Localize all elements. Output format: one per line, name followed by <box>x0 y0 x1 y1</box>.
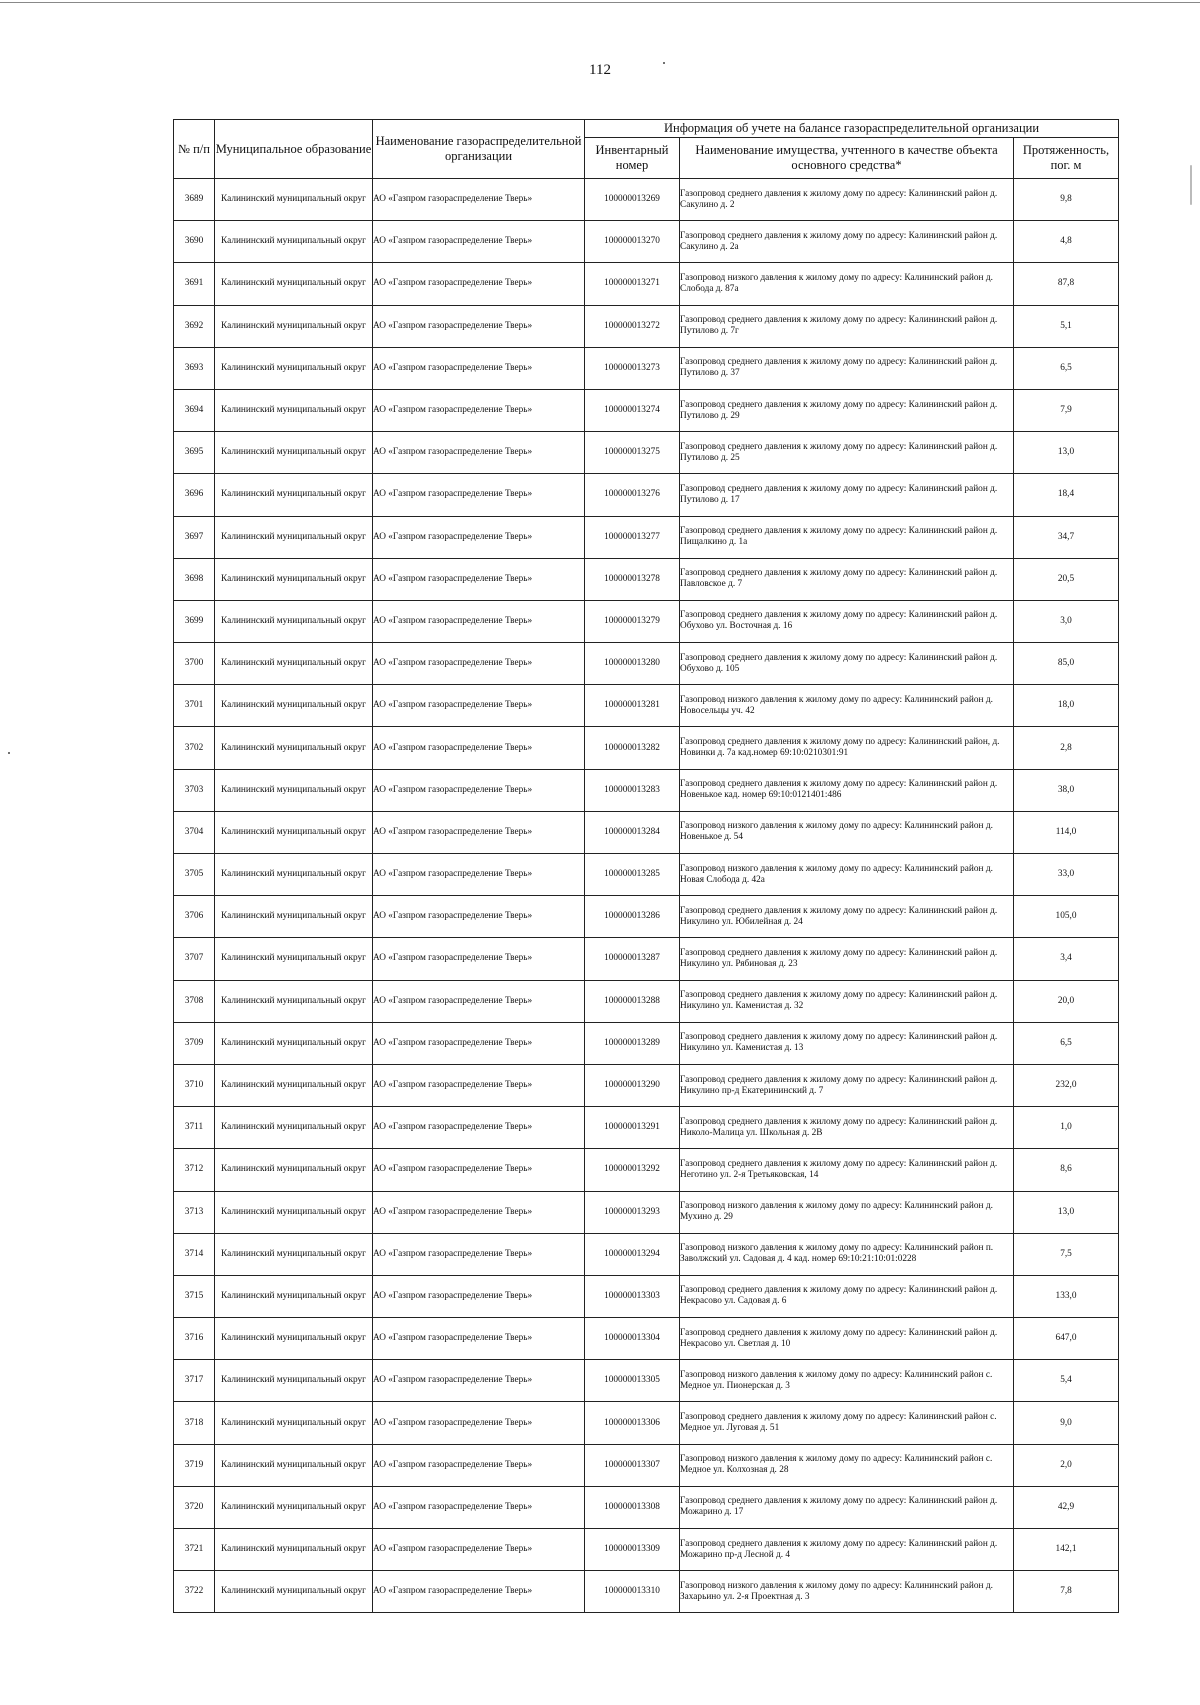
municipality-cell: Калининский муниципальный округ <box>215 980 373 1022</box>
scan-edge-line <box>0 2 1200 3</box>
scan-edge-mark <box>1190 165 1192 205</box>
property-name-cell: Газопровод среднего давления к жилому дому по адресу: Калининский район д. Никулино ул. Юбилейная д. 24 <box>680 896 1014 938</box>
row-number: 3706 <box>174 896 215 938</box>
municipality-cell: Калининский муниципальный округ <box>215 727 373 769</box>
organization-cell: АО «Газпром газораспределение Тверь» <box>373 558 585 600</box>
municipality-cell: Калининский муниципальный округ <box>215 474 373 516</box>
header-property-name: Наименование имущества, учтенного в качестве объекта основного средства* <box>680 138 1014 179</box>
row-number: 3696 <box>174 474 215 516</box>
table-row <box>174 558 1119 600</box>
length-cell: 7,9 <box>1014 389 1119 431</box>
table-row <box>174 221 1119 263</box>
inventory-number-cell: 100000013306 <box>585 1402 680 1444</box>
row-number: 3702 <box>174 727 215 769</box>
length-cell: 5,1 <box>1014 305 1119 347</box>
organization-cell: АО «Газпром газораспределение Тверь» <box>373 389 585 431</box>
organization-cell: АО «Газпром газораспределение Тверь» <box>373 221 585 263</box>
length-cell: 8,6 <box>1014 1149 1119 1191</box>
row-number: 3691 <box>174 263 215 305</box>
property-name-cell: Газопровод среднего давления к жилому дому по адресу: Калининский район д. Павловское д. 7 <box>680 558 1014 600</box>
row-number: 3707 <box>174 938 215 980</box>
property-name-cell: Газопровод среднего давления к жилому дому по адресу: Калининский район д. Сакулино д. 2 <box>680 179 1014 221</box>
property-name-cell: Газопровод среднего давления к жилому дому по адресу: Калининский район д. Никулино ул. Каменистая д. 32 <box>680 980 1014 1022</box>
municipality-cell: Калининский муниципальный округ <box>215 854 373 896</box>
length-cell: 13,0 <box>1014 1191 1119 1233</box>
property-name-cell: Газопровод низкого давления к жилому дому по адресу: Калининский район д. Захарьино ул. 2-я Проектная д. 3 <box>680 1571 1014 1613</box>
length-cell: 13,0 <box>1014 432 1119 474</box>
row-number: 3720 <box>174 1486 215 1528</box>
table-row <box>174 685 1119 727</box>
row-number: 3711 <box>174 1107 215 1149</box>
inventory-number-cell: 100000013280 <box>585 643 680 685</box>
inventory-number-cell: 100000013269 <box>585 179 680 221</box>
table-row <box>174 305 1119 347</box>
property-name-cell: Газопровод низкого давления к жилому дому по адресу: Калининский район д. Новосельцы уч. 42 <box>680 685 1014 727</box>
property-name-cell: Газопровод среднего давления к жилому дому по адресу: Калининский район д. Пищалкино д. 1а <box>680 516 1014 558</box>
organization-cell: АО «Газпром газораспределение Тверь» <box>373 1486 585 1528</box>
table-body <box>174 179 1119 1613</box>
inventory-number-cell: 100000013273 <box>585 347 680 389</box>
table-row <box>174 1149 1119 1191</box>
length-cell: 6,5 <box>1014 1022 1119 1064</box>
organization-cell: АО «Газпром газораспределение Тверь» <box>373 1360 585 1402</box>
property-name-cell: Газопровод среднего давления к жилому дому по адресу: Калининский район д. Можарино д. 17 <box>680 1486 1014 1528</box>
inventory-number-cell: 100000013279 <box>585 600 680 642</box>
organization-cell: АО «Газпром газораспределение Тверь» <box>373 474 585 516</box>
length-cell: 133,0 <box>1014 1275 1119 1317</box>
organization-cell: АО «Газпром газораспределение Тверь» <box>373 179 585 221</box>
inventory-number-cell: 100000013274 <box>585 389 680 431</box>
property-name-cell: Газопровод среднего давления к жилому дому по адресу: Калининский район д. Путилово д. 37 <box>680 347 1014 389</box>
property-name-cell: Газопровод среднего давления к жилому дому по адресу: Калининский район д. Неготино ул. 2-я Третьяковская, 14 <box>680 1149 1014 1191</box>
property-name-cell: Газопровод среднего давления к жилому дому по адресу: Калининский район д. Сакулино д. 2а <box>680 221 1014 263</box>
municipality-cell: Калининский муниципальный округ <box>215 938 373 980</box>
row-number: 3710 <box>174 1064 215 1106</box>
row-number: 3697 <box>174 516 215 558</box>
inventory-number-cell: 100000013303 <box>585 1275 680 1317</box>
table-row <box>174 1571 1119 1613</box>
length-cell: 3,0 <box>1014 600 1119 642</box>
length-cell: 34,7 <box>1014 516 1119 558</box>
property-name-cell: Газопровод среднего давления к жилому дому по адресу: Калининский район д. Николо-Малица ул. Школьная д. 2В <box>680 1107 1014 1149</box>
municipality-cell: Калининский муниципальный округ <box>215 1149 373 1191</box>
organization-cell: АО «Газпром газораспределение Тверь» <box>373 1022 585 1064</box>
row-number: 3693 <box>174 347 215 389</box>
table-row <box>174 938 1119 980</box>
length-cell: 38,0 <box>1014 769 1119 811</box>
inventory-number-cell: 100000013309 <box>585 1529 680 1571</box>
organization-cell: АО «Газпром газораспределение Тверь» <box>373 1233 585 1275</box>
page-number: 112 <box>589 62 611 78</box>
property-name-cell: Газопровод среднего давления к жилому дому по адресу: Калининский район д. Никулино пр-д Екатерининский д. 7 <box>680 1064 1014 1106</box>
length-cell: 9,8 <box>1014 179 1119 221</box>
table-row <box>174 1444 1119 1486</box>
table-row <box>174 1275 1119 1317</box>
property-name-cell: Газопровод низкого давления к жилому дому по адресу: Калининский район с. Медное ул. Пионерская д. 3 <box>680 1360 1014 1402</box>
length-cell: 87,8 <box>1014 263 1119 305</box>
inventory-number-cell: 100000013293 <box>585 1191 680 1233</box>
length-cell: 1,0 <box>1014 1107 1119 1149</box>
table-row <box>174 263 1119 305</box>
municipality-cell: Калининский муниципальный округ <box>215 1191 373 1233</box>
inventory-number-cell: 100000013307 <box>585 1444 680 1486</box>
property-name-cell: Газопровод среднего давления к жилому дому по адресу: Калининский район д. Путилово д. 7г <box>680 305 1014 347</box>
table-row <box>174 980 1119 1022</box>
table-row <box>174 516 1119 558</box>
inventory-number-cell: 100000013272 <box>585 305 680 347</box>
municipality-cell: Калининский муниципальный округ <box>215 263 373 305</box>
row-number: 3716 <box>174 1318 215 1360</box>
organization-cell: АО «Газпром газораспределение Тверь» <box>373 516 585 558</box>
inventory-number-cell: 100000013289 <box>585 1022 680 1064</box>
row-number: 3694 <box>174 389 215 431</box>
table-row <box>174 1529 1119 1571</box>
organization-cell: АО «Газпром газораспределение Тверь» <box>373 1318 585 1360</box>
property-name-cell: Газопровод низкого давления к жилому дому по адресу: Калининский район д. Мухино д. 29 <box>680 1191 1014 1233</box>
inventory-number-cell: 100000013278 <box>585 558 680 600</box>
organization-cell: АО «Газпром газораспределение Тверь» <box>373 1149 585 1191</box>
table-row <box>174 854 1119 896</box>
table-row <box>174 1022 1119 1064</box>
municipality-cell: Калининский муниципальный округ <box>215 1529 373 1571</box>
property-name-cell: Газопровод низкого давления к жилому дому по адресу: Калининский район д. Слобода д. 87а <box>680 263 1014 305</box>
municipality-cell: Калининский муниципальный округ <box>215 896 373 938</box>
header-accounting-group: Информация об учете на балансе газораспределительной организации <box>585 120 1119 138</box>
row-number: 3698 <box>174 558 215 600</box>
row-number: 3704 <box>174 811 215 853</box>
header-number: № п/п <box>174 120 215 179</box>
organization-cell: АО «Газпром газораспределение Тверь» <box>373 1402 585 1444</box>
property-name-cell: Газопровод среднего давления к жилому дому по адресу: Калининский район, д. Новинки д. 7а кад.номер 69:10:0210301:91 <box>680 727 1014 769</box>
property-name-cell: Газопровод низкого давления к жилому дому по адресу: Калининский район с. Медное ул. Колхозная д. 28 <box>680 1444 1014 1486</box>
municipality-cell: Калининский муниципальный округ <box>215 1107 373 1149</box>
organization-cell: АО «Газпром газораспределение Тверь» <box>373 685 585 727</box>
length-cell: 9,0 <box>1014 1402 1119 1444</box>
inventory-number-cell: 100000013310 <box>585 1571 680 1613</box>
inventory-number-cell: 100000013282 <box>585 727 680 769</box>
organization-cell: АО «Газпром газораспределение Тверь» <box>373 1529 585 1571</box>
row-number: 3700 <box>174 643 215 685</box>
length-cell: 232,0 <box>1014 1064 1119 1106</box>
table-row <box>174 179 1119 221</box>
municipality-cell: Калининский муниципальный округ <box>215 179 373 221</box>
inventory-number-cell: 100000013291 <box>585 1107 680 1149</box>
organization-cell: АО «Газпром газораспределение Тверь» <box>373 1107 585 1149</box>
length-cell: 7,5 <box>1014 1233 1119 1275</box>
length-cell: 105,0 <box>1014 896 1119 938</box>
row-number: 3699 <box>174 600 215 642</box>
organization-cell: АО «Газпром газораспределение Тверь» <box>373 854 585 896</box>
row-number: 3719 <box>174 1444 215 1486</box>
property-name-cell: Газопровод среднего давления к жилому дому по адресу: Калининский район д. Обухово д. 105 <box>680 643 1014 685</box>
municipality-cell: Калининский муниципальный округ <box>215 1444 373 1486</box>
inventory-number-cell: 100000013283 <box>585 769 680 811</box>
property-name-cell: Газопровод среднего давления к жилому дому по адресу: Калининский район д. Путилово д. 29 <box>680 389 1014 431</box>
row-number: 3717 <box>174 1360 215 1402</box>
length-cell: 142,1 <box>1014 1529 1119 1571</box>
property-name-cell: Газопровод среднего давления к жилому дому по адресу: Калининский район д. Некрасово ул. Светлая д. 10 <box>680 1318 1014 1360</box>
row-number: 3713 <box>174 1191 215 1233</box>
inventory-number-cell: 100000013275 <box>585 432 680 474</box>
property-name-cell: Газопровод среднего давления к жилому дому по адресу: Калининский район д. Можарино пр-д Лесной д. 4 <box>680 1529 1014 1571</box>
inventory-number-cell: 100000013281 <box>585 685 680 727</box>
municipality-cell: Калининский муниципальный округ <box>215 1318 373 1360</box>
organization-cell: АО «Газпром газораспределение Тверь» <box>373 600 585 642</box>
length-cell: 33,0 <box>1014 854 1119 896</box>
table-row <box>174 896 1119 938</box>
property-register-table <box>173 119 1119 1613</box>
property-name-cell: Газопровод среднего давления к жилому дому по адресу: Калининский район д. Никулино ул. Рябиновая д. 23 <box>680 938 1014 980</box>
municipality-cell: Калининский муниципальный округ <box>215 643 373 685</box>
property-name-cell: Газопровод среднего давления к жилому дому по адресу: Калининский район д. Путилово д. 25 <box>680 432 1014 474</box>
table-row <box>174 1318 1119 1360</box>
inventory-number-cell: 100000013290 <box>585 1064 680 1106</box>
row-number: 3715 <box>174 1275 215 1317</box>
inventory-number-cell: 100000013276 <box>585 474 680 516</box>
table-row <box>174 727 1119 769</box>
length-cell: 20,5 <box>1014 558 1119 600</box>
municipality-cell: Калининский муниципальный округ <box>215 1275 373 1317</box>
municipality-cell: Калининский муниципальный округ <box>215 432 373 474</box>
organization-cell: АО «Газпром газораспределение Тверь» <box>373 769 585 811</box>
header-municipality: Муниципальное образование <box>215 120 373 179</box>
organization-cell: АО «Газпром газораспределение Тверь» <box>373 305 585 347</box>
header-length: Протяженность, пог. м <box>1014 138 1119 179</box>
inventory-number-cell: 100000013270 <box>585 221 680 263</box>
length-cell: 3,4 <box>1014 938 1119 980</box>
municipality-cell: Калининский муниципальный округ <box>215 221 373 263</box>
municipality-cell: Калининский муниципальный округ <box>215 347 373 389</box>
inventory-number-cell: 100000013287 <box>585 938 680 980</box>
length-cell: 2,8 <box>1014 727 1119 769</box>
property-name-cell: Газопровод среднего давления к жилому дому по адресу: Калининский район д. Никулино ул. Каменистая д. 13 <box>680 1022 1014 1064</box>
inventory-number-cell: 100000013285 <box>585 854 680 896</box>
header-inventory-number: Инвентарный номер <box>585 138 680 179</box>
inventory-number-cell: 100000013284 <box>585 811 680 853</box>
organization-cell: АО «Газпром газораспределение Тверь» <box>373 727 585 769</box>
row-number: 3714 <box>174 1233 215 1275</box>
inventory-number-cell: 100000013294 <box>585 1233 680 1275</box>
row-number: 3722 <box>174 1571 215 1613</box>
table-row <box>174 432 1119 474</box>
row-number: 3718 <box>174 1402 215 1444</box>
organization-cell: АО «Газпром газораспределение Тверь» <box>373 1275 585 1317</box>
table-row <box>174 811 1119 853</box>
organization-cell: АО «Газпром газораспределение Тверь» <box>373 263 585 305</box>
scan-speck <box>8 752 10 754</box>
length-cell: 20,0 <box>1014 980 1119 1022</box>
organization-cell: АО «Газпром газораспределение Тверь» <box>373 347 585 389</box>
property-name-cell: Газопровод среднего давления к жилому дому по адресу: Калининский район д. Путилово д. 17 <box>680 474 1014 516</box>
length-cell: 647,0 <box>1014 1318 1119 1360</box>
inventory-number-cell: 100000013277 <box>585 516 680 558</box>
municipality-cell: Калининский муниципальный округ <box>215 516 373 558</box>
length-cell: 18,4 <box>1014 474 1119 516</box>
property-name-cell: Газопровод среднего давления к жилому дому по адресу: Калининский район с. Медное ул. Луговая д. 51 <box>680 1402 1014 1444</box>
municipality-cell: Калининский муниципальный округ <box>215 558 373 600</box>
municipality-cell: Калининский муниципальный округ <box>215 811 373 853</box>
row-number: 3703 <box>174 769 215 811</box>
table-row <box>174 1191 1119 1233</box>
organization-cell: АО «Газпром газораспределение Тверь» <box>373 432 585 474</box>
inventory-number-cell: 100000013304 <box>585 1318 680 1360</box>
table-row <box>174 1233 1119 1275</box>
municipality-cell: Калининский муниципальный округ <box>215 389 373 431</box>
inventory-number-cell: 100000013288 <box>585 980 680 1022</box>
organization-cell: АО «Газпром газораспределение Тверь» <box>373 1191 585 1233</box>
municipality-cell: Калининский муниципальный округ <box>215 600 373 642</box>
table-row <box>174 1107 1119 1149</box>
row-number: 3690 <box>174 221 215 263</box>
property-name-cell: Газопровод низкого давления к жилому дому по адресу: Калининский район п. Заволжский ул. Садовая д. 4 кад. номер 69:10:21:10:01:0228 <box>680 1233 1014 1275</box>
table-row <box>174 1402 1119 1444</box>
municipality-cell: Калининский муниципальный округ <box>215 1402 373 1444</box>
row-number: 3695 <box>174 432 215 474</box>
table-row <box>174 389 1119 431</box>
inventory-number-cell: 100000013308 <box>585 1486 680 1528</box>
table-row <box>174 347 1119 389</box>
municipality-cell: Калининский муниципальный округ <box>215 1233 373 1275</box>
organization-cell: АО «Газпром газораспределение Тверь» <box>373 1571 585 1613</box>
organization-cell: АО «Газпром газораспределение Тверь» <box>373 938 585 980</box>
length-cell: 4,8 <box>1014 221 1119 263</box>
row-number: 3712 <box>174 1149 215 1191</box>
row-number: 3689 <box>174 179 215 221</box>
property-name-cell: Газопровод низкого давления к жилому дому по адресу: Калининский район д. Новенькое д. 54 <box>680 811 1014 853</box>
municipality-cell: Калининский муниципальный округ <box>215 685 373 727</box>
row-number: 3692 <box>174 305 215 347</box>
length-cell: 114,0 <box>1014 811 1119 853</box>
organization-cell: АО «Газпром газораспределение Тверь» <box>373 980 585 1022</box>
row-number: 3708 <box>174 980 215 1022</box>
table-row <box>174 643 1119 685</box>
municipality-cell: Калининский муниципальный округ <box>215 1064 373 1106</box>
length-cell: 85,0 <box>1014 643 1119 685</box>
organization-cell: АО «Газпром газораспределение Тверь» <box>373 896 585 938</box>
length-cell: 42,9 <box>1014 1486 1119 1528</box>
table-row <box>174 1360 1119 1402</box>
row-number: 3721 <box>174 1529 215 1571</box>
header-organization: Наименование газораспределительной организации <box>373 120 585 179</box>
inventory-number-cell: 100000013305 <box>585 1360 680 1402</box>
organization-cell: АО «Газпром газораспределение Тверь» <box>373 1064 585 1106</box>
property-name-cell: Газопровод среднего давления к жилому дому по адресу: Калининский район д. Обухово ул. Восточная д. 16 <box>680 600 1014 642</box>
row-number: 3709 <box>174 1022 215 1064</box>
table-row <box>174 1486 1119 1528</box>
organization-cell: АО «Газпром газораспределение Тверь» <box>373 643 585 685</box>
municipality-cell: Калининский муниципальный округ <box>215 1486 373 1528</box>
organization-cell: АО «Газпром газораспределение Тверь» <box>373 1444 585 1486</box>
length-cell: 7,8 <box>1014 1571 1119 1613</box>
table-row <box>174 600 1119 642</box>
length-cell: 18,0 <box>1014 685 1119 727</box>
table-row <box>174 474 1119 516</box>
municipality-cell: Калининский муниципальный округ <box>215 1360 373 1402</box>
inventory-number-cell: 100000013292 <box>585 1149 680 1191</box>
municipality-cell: Калининский муниципальный округ <box>215 305 373 347</box>
inventory-number-cell: 100000013271 <box>585 263 680 305</box>
property-name-cell: Газопровод среднего давления к жилому дому по адресу: Калининский район д. Новенькое кад. номер 69:10:0121401:486 <box>680 769 1014 811</box>
table-row <box>174 1064 1119 1106</box>
table-row <box>174 769 1119 811</box>
length-cell: 5,4 <box>1014 1360 1119 1402</box>
length-cell: 2,0 <box>1014 1444 1119 1486</box>
property-name-cell: Газопровод среднего давления к жилому дому по адресу: Калининский район д. Некрасово ул. Садовая д. 6 <box>680 1275 1014 1317</box>
property-name-cell: Газопровод низкого давления к жилому дому по адресу: Калининский район д. Новая Слобода д. 42а <box>680 854 1014 896</box>
row-number: 3705 <box>174 854 215 896</box>
municipality-cell: Калининский муниципальный округ <box>215 769 373 811</box>
length-cell: 6,5 <box>1014 347 1119 389</box>
municipality-cell: Калининский муниципальный округ <box>215 1022 373 1064</box>
organization-cell: АО «Газпром газораспределение Тверь» <box>373 811 585 853</box>
inventory-number-cell: 100000013286 <box>585 896 680 938</box>
municipality-cell: Калининский муниципальный округ <box>215 1571 373 1613</box>
row-number: 3701 <box>174 685 215 727</box>
